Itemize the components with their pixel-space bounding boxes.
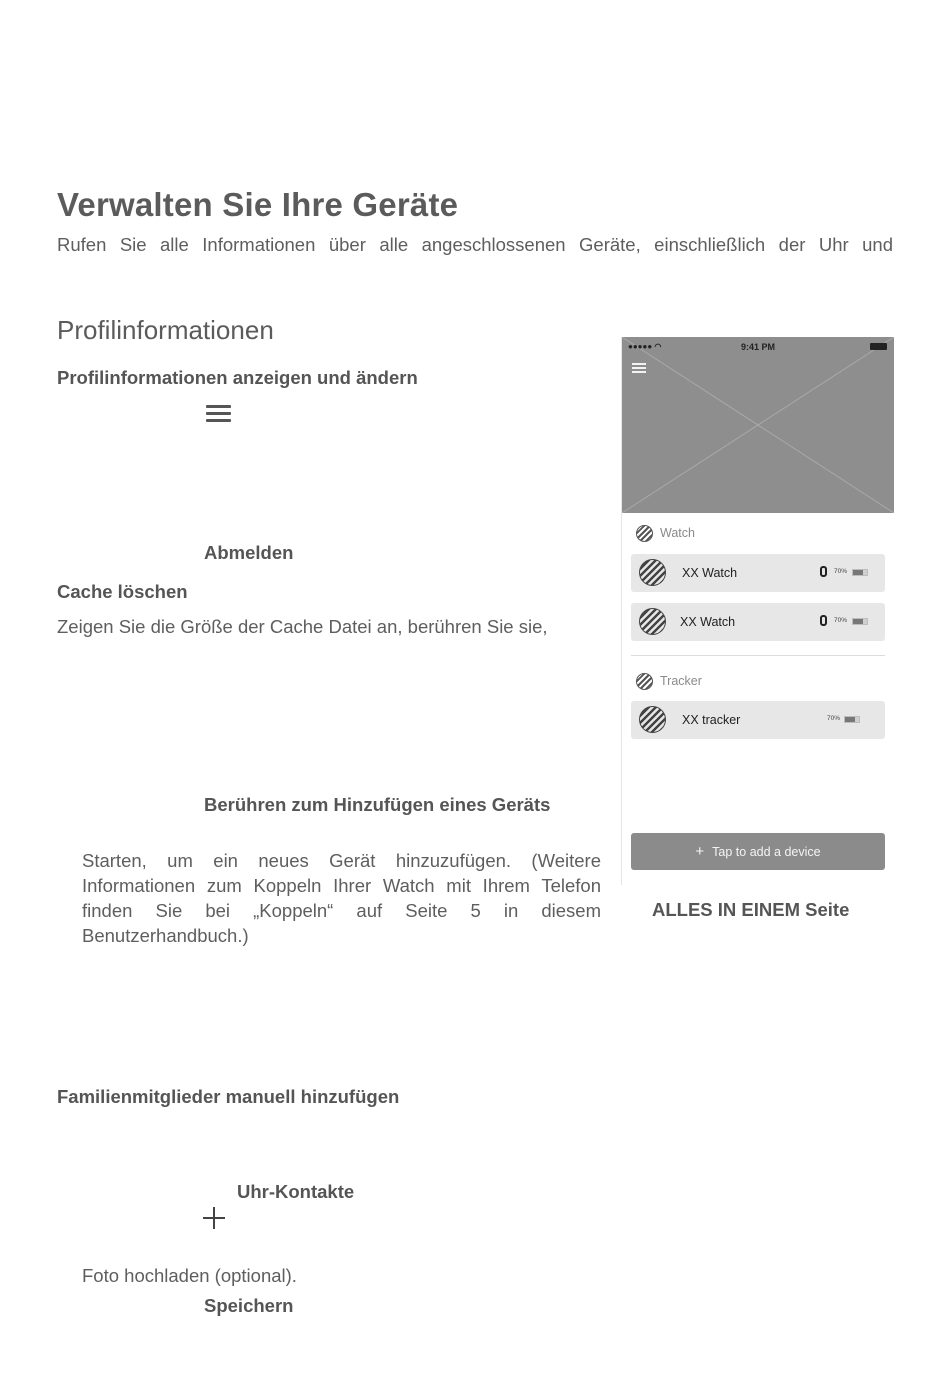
divider [631,655,885,656]
photo-text: Foto hochladen (optional). [82,1265,297,1286]
device-avatar [639,559,666,586]
device-card[interactable] [631,701,885,739]
profile-subtitle: Profilinformationen anzeigen und ändern [57,367,418,388]
battery-bar [852,569,868,576]
battery-icon [870,343,887,350]
placeholder-cross [622,337,894,513]
device-name: XX Watch [682,566,738,580]
battery-percent: 70% [834,617,848,624]
intro-text: Rufen Sie alle Informationen über alle angeschlossenen Geräte, einschließlich der Uhr und [57,234,893,255]
status-bar [622,337,894,357]
battery-percent: 70% [827,715,841,722]
logout-label: Abmelden [204,542,294,563]
figure-caption: ALLES IN EINEM Seite [652,899,850,920]
tracker-section-icon [636,673,653,690]
device-name: XX tracker [682,713,741,727]
save-label: Speichern [204,1295,294,1316]
add-device-button-label: Tap to add a device [712,845,821,859]
family-title: Familienmitglieder manuell hinzufügen [57,1086,400,1107]
battery-bar [852,618,868,625]
add-device-label: Berühren zum Hinzufügen eines Geräts [204,794,551,815]
phone-mockup [621,337,894,885]
watch-icon [820,566,827,577]
status-time: 9:41 PM [740,342,775,352]
watch-section-icon [636,525,653,542]
cache-text: Zeigen Sie die Größe der Cache Datei an, berühren Sie sie, [57,616,548,637]
hamburger-menu-icon[interactable] [632,363,646,375]
add-device-text: Starten, um ein neues Gerät hinzuzufügen. (Weitere Informationen zum Koppeln Ihrer Watch mit Ihrem Telefon finden Sie bei „Koppeln“ auf Seite 5 in diesem Benutzerhandbuch.) [82,850,601,946]
cache-title: Cache löschen [57,581,188,602]
watch-section-label: Watch [660,526,695,540]
tracker-section-label: Tracker [660,674,702,688]
battery-percent: 70% [834,568,848,575]
page-title: Verwalten Sie Ihre Geräte [57,186,459,223]
add-device-button[interactable] [631,833,885,870]
device-card[interactable] [631,554,885,592]
battery-bar [844,716,860,723]
plus-icon: + [695,843,705,860]
device-name: XX Watch [680,615,736,629]
plus-icon [203,1207,225,1229]
signal-icon: ●●●●● ◠ [628,342,662,351]
watch-icon [820,615,827,626]
hero-image-placeholder [622,337,894,513]
menu-icon [206,405,231,422]
device-avatar [639,706,666,733]
device-card[interactable] [631,603,885,641]
watch-contacts-label: Uhr-Kontakte [237,1181,355,1202]
device-avatar [639,608,666,635]
section-title: Profilinformationen [57,315,274,345]
